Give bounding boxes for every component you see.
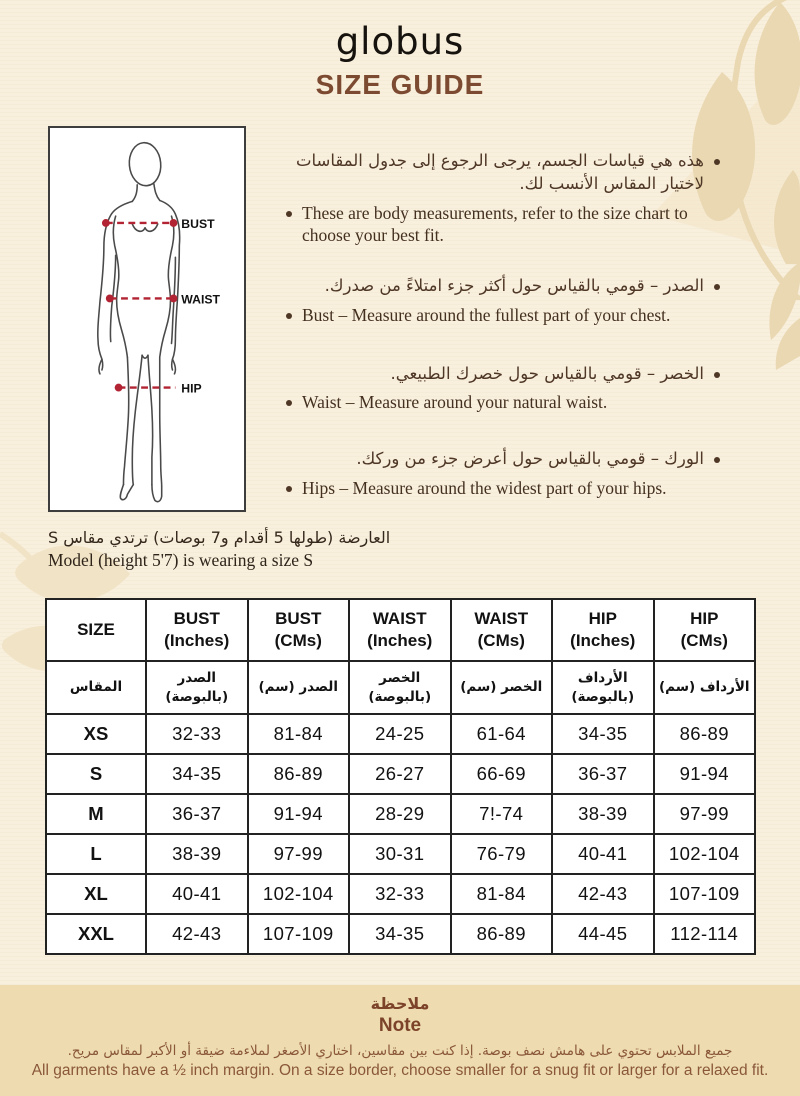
bust-line-label: BUST bbox=[181, 216, 215, 231]
bullet-dot bbox=[286, 486, 292, 492]
page-title: SIZE GUIDE bbox=[315, 69, 485, 100]
instruction-text-en: Hips – Measure around the widest part of your hips. bbox=[302, 477, 667, 498]
instruction-ar bbox=[286, 363, 720, 386]
instruction-ar bbox=[286, 448, 720, 471]
waist-line-label: WAIST bbox=[181, 292, 221, 307]
value-cell: 34-35 bbox=[552, 714, 654, 754]
size-cell: M bbox=[46, 794, 146, 834]
column-header-ar: الصدر (سم) bbox=[248, 661, 350, 714]
value-cell: 76-79 bbox=[451, 834, 553, 874]
value-cell: 36-37 bbox=[552, 754, 654, 794]
value-cell: 32-33 bbox=[349, 874, 451, 914]
value-cell: 86-89 bbox=[248, 754, 350, 794]
column-header-en: WAIST (CMs) bbox=[451, 599, 553, 661]
value-cell: 26-27 bbox=[349, 754, 451, 794]
size-cell: L bbox=[46, 834, 146, 874]
column-header-ar: الخصر (سم) bbox=[451, 661, 553, 714]
bullet-dot bbox=[714, 457, 720, 463]
model-note-en: Model (height 5'7) is wearing a size S bbox=[48, 550, 314, 570]
value-cell: 34-35 bbox=[146, 754, 248, 794]
column-header-en: HIP (Inches) bbox=[552, 599, 654, 661]
globus-logo: globus bbox=[335, 20, 465, 63]
value-cell: 86-89 bbox=[654, 714, 756, 754]
instruction-text-en: Waist – Measure around your natural waist. bbox=[302, 392, 608, 413]
value-cell: 42-43 bbox=[146, 914, 248, 954]
value-cell: 38-39 bbox=[146, 834, 248, 874]
instruction-ar bbox=[286, 150, 720, 196]
model-note-ar: العارضة (طولها 5 أقدام و7 بوصات) ترتدي مقاس S bbox=[48, 528, 391, 547]
note-footer bbox=[0, 985, 800, 1096]
leaf-decoration-right bbox=[758, 262, 800, 372]
footer-note-title-ar: ملاحظة bbox=[370, 994, 430, 1013]
column-header-ar: الخصر (بالبوصة) bbox=[349, 661, 451, 714]
value-cell: 30-31 bbox=[349, 834, 451, 874]
value-cell: 7!-74 bbox=[451, 794, 553, 834]
instructions-list bbox=[286, 150, 720, 528]
value-cell: 24-25 bbox=[349, 714, 451, 754]
column-header-en: BUST (CMs) bbox=[248, 599, 350, 661]
hip-line-label: HIP bbox=[181, 381, 202, 396]
value-cell: 81-84 bbox=[451, 874, 553, 914]
body-figure-illustration bbox=[50, 128, 244, 510]
value-cell: 97-99 bbox=[654, 794, 756, 834]
instruction-group-general bbox=[286, 150, 720, 247]
bullet-dot bbox=[714, 159, 720, 165]
value-cell: 40-41 bbox=[552, 834, 654, 874]
size-cell: S bbox=[46, 754, 146, 794]
bullet-dot bbox=[286, 313, 292, 319]
table-row bbox=[46, 914, 755, 954]
bullet-dot bbox=[286, 211, 292, 217]
header bbox=[0, 20, 800, 101]
instruction-text-ar: الخصر – قومي بالقياس حول خصرك الطبيعي. bbox=[390, 363, 704, 383]
value-cell: 44-45 bbox=[552, 914, 654, 954]
column-header-ar: الأرداف (سم) bbox=[654, 661, 756, 714]
instruction-text-en: These are body measurements, refer to the size chart to choose your best fit. bbox=[302, 202, 688, 246]
instruction-en bbox=[286, 477, 720, 500]
instruction-text-ar: الورك – قومي بالقياس حول أعرض جزء من وركك. bbox=[356, 449, 704, 469]
value-cell: 28-29 bbox=[349, 794, 451, 834]
instruction-group-waist bbox=[286, 363, 720, 415]
instruction-ar bbox=[286, 275, 720, 298]
size-cell: XS bbox=[46, 714, 146, 754]
value-cell: 32-33 bbox=[146, 714, 248, 754]
model-note bbox=[48, 528, 488, 571]
value-cell: 107-109 bbox=[248, 914, 350, 954]
value-cell: 81-84 bbox=[248, 714, 350, 754]
instruction-text-en: Bust – Measure around the fullest part of your chest. bbox=[302, 304, 671, 325]
bullet-dot bbox=[714, 284, 720, 290]
value-cell: 97-99 bbox=[248, 834, 350, 874]
value-cell: 102-104 bbox=[248, 874, 350, 914]
column-header-en: SIZE bbox=[46, 599, 146, 661]
table-row bbox=[46, 714, 755, 754]
bullet-dot bbox=[286, 400, 292, 406]
column-header-ar: الصدر (بالبوصة) bbox=[146, 661, 248, 714]
column-header-ar: الأرداف (بالبوصة) bbox=[552, 661, 654, 714]
instruction-group-bust bbox=[286, 275, 720, 327]
bullet-dot bbox=[714, 372, 720, 378]
value-cell: 61-64 bbox=[451, 714, 553, 754]
column-header-en: BUST (Inches) bbox=[146, 599, 248, 661]
value-cell: 102-104 bbox=[654, 834, 756, 874]
value-cell: 40-41 bbox=[146, 874, 248, 914]
value-cell: 91-94 bbox=[248, 794, 350, 834]
instruction-text-ar: الصدر – قومي بالقياس حول أكثر جزء امتلاءً من صدرك. bbox=[324, 276, 704, 296]
size-cell: XL bbox=[46, 874, 146, 914]
table-row bbox=[46, 794, 755, 834]
body-measurement-diagram bbox=[48, 126, 246, 512]
instruction-en bbox=[286, 304, 720, 327]
table-row bbox=[46, 754, 755, 794]
value-cell: 107-109 bbox=[654, 874, 756, 914]
value-cell: 38-39 bbox=[552, 794, 654, 834]
value-cell: 42-43 bbox=[552, 874, 654, 914]
column-header-en: WAIST (Inches) bbox=[349, 599, 451, 661]
table-row bbox=[46, 874, 755, 914]
column-header-ar: المقاس bbox=[46, 661, 146, 714]
instruction-group-hip bbox=[286, 448, 720, 500]
value-cell: 36-37 bbox=[146, 794, 248, 834]
column-header-en: HIP (CMs) bbox=[654, 599, 756, 661]
value-cell: 91-94 bbox=[654, 754, 756, 794]
value-cell: 86-89 bbox=[451, 914, 553, 954]
instruction-text-ar: هذه هي قياسات الجسم، يرجى الرجوع إلى جدول المقاسات لاختيار المقاس الأنسب لك. bbox=[295, 151, 704, 193]
value-cell: 34-35 bbox=[349, 914, 451, 954]
size-cell: XXL bbox=[46, 914, 146, 954]
footer-note-body-en: All garments have a ½ inch margin. On a size border, choose smaller for a snug fit or larger for a relaxed fit. bbox=[31, 1062, 769, 1079]
value-cell: 112-114 bbox=[654, 914, 756, 954]
value-cell: 66-69 bbox=[451, 754, 553, 794]
size-chart-table bbox=[45, 598, 756, 955]
footer-note-body-ar: جميع الملابس تحتوي على هامش نصف بوصة. إذا كنت بين مقاسين، اختاري الأصغر لملاءمة ضيقة أو الأكبر لمقاس مريح. bbox=[67, 1043, 733, 1059]
table-row bbox=[46, 834, 755, 874]
instruction-en bbox=[286, 391, 720, 414]
instruction-en bbox=[286, 202, 720, 248]
footer-note-title-en: Note bbox=[378, 1015, 422, 1036]
